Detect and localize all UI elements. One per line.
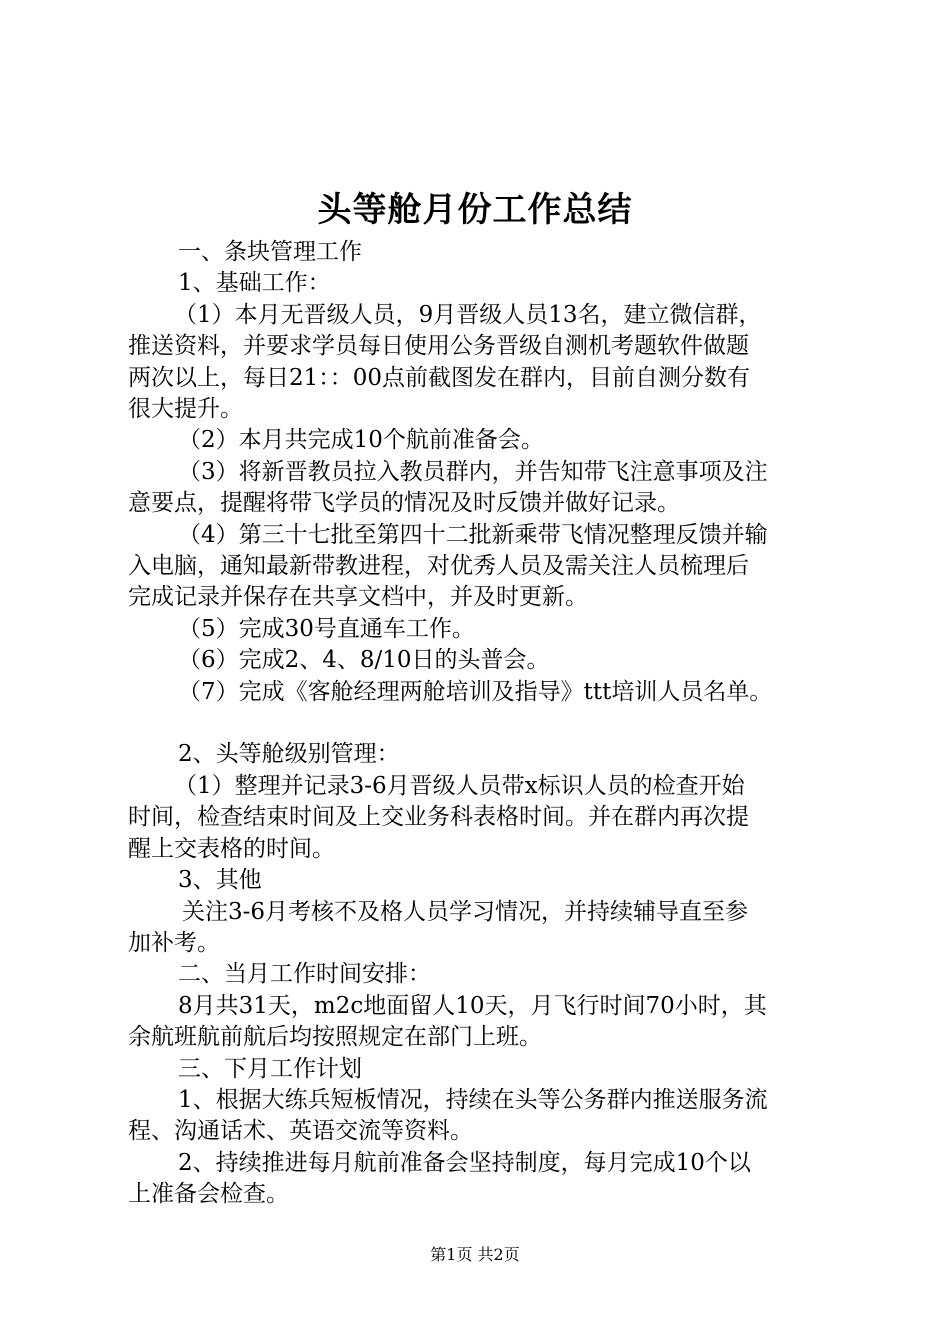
section-heading: 一、条块管理工作	[178, 239, 362, 265]
page-footer: 第1页 共2页	[430, 1245, 520, 1264]
paragraph-line: 意要点，提醒将带飞学员的情况及时反馈并做好记录。	[128, 490, 680, 517]
paragraph-line: 醒上交表格的时间。	[128, 835, 335, 862]
section-heading: 三、下月工作计划	[178, 1055, 362, 1082]
paragraph-line: （1）整理并记录3-6月晋级人员带x标识人员的检查开始	[174, 772, 745, 799]
paragraph-line: （1）本月无晋级人员，9月晋级人员13名，建立微信群，	[174, 301, 762, 328]
paragraph-line: （7）完成《客舱经理两舱培训及指导》ttt培训人员名单。	[178, 678, 773, 705]
paragraph-line: 程、沟通话术、英语交流等资料。	[128, 1118, 473, 1145]
paragraph-line: 加补考。	[128, 929, 220, 956]
subsection-heading: 2、头等舱级别管理：	[178, 741, 400, 768]
paragraph-line: 8月共31天，m2c地面留人10天，月飞行时间70小时，其	[178, 992, 767, 1019]
paragraph-line: 余航班航前航后均按照规定在部门上班。	[128, 1024, 542, 1051]
paragraph-line: 2、持续推进每月航前准备会坚持制度，每月完成10个以	[178, 1149, 751, 1176]
document-body	[128, 237, 833, 1211]
paragraph-line: （4）第三十七批至第四十二批新乘带飞情况整理反馈并输	[178, 521, 768, 548]
paragraph-line: （5）完成30号直通车工作。	[178, 615, 475, 642]
document-title: 头等舱月份工作总结	[317, 190, 633, 230]
paragraph-line: 1、根据大练兵短板情况，持续在头等公务群内推送服务流	[178, 1086, 768, 1113]
blank-line	[128, 708, 833, 739]
paragraph-line: 上准备会检查。	[128, 1181, 289, 1208]
paragraph-line: 时间，检查结束时间及上交业务科表格时间。并在群内再次提	[128, 804, 749, 831]
paragraph-line: 关注3-6月考核不及格人员学习情况，并持续辅导直至参	[182, 898, 749, 925]
paragraph-line: 很大提升。	[128, 396, 243, 423]
subsection-heading: 3、其他	[178, 867, 262, 894]
paragraph-line: （6）完成2、4、8/10日的头普会。	[178, 647, 550, 674]
paragraph-line: 完成记录并保存在共享文档中，并及时更新。	[128, 584, 588, 611]
subsection-heading: 1、基础工作：	[178, 270, 331, 297]
paragraph-line: 入电脑，通知最新带教进程，对优秀人员及需关注人员梳理后	[128, 553, 749, 580]
paragraph-line: （3）将新晋教员拉入教员群内，并告知带飞注意事项及注	[178, 458, 768, 485]
paragraph-line: （2）本月共完成10个航前准备会。	[178, 427, 544, 454]
paragraph-line: 推送资料，并要求学员每日使用公务晋级自测机考题软件做题	[128, 333, 749, 360]
paragraph-line: 两次以上，每日21：：00点前截图发在群内，目前自测分数有	[128, 364, 751, 391]
section-heading: 二、当月工作时间安排：	[178, 961, 431, 988]
